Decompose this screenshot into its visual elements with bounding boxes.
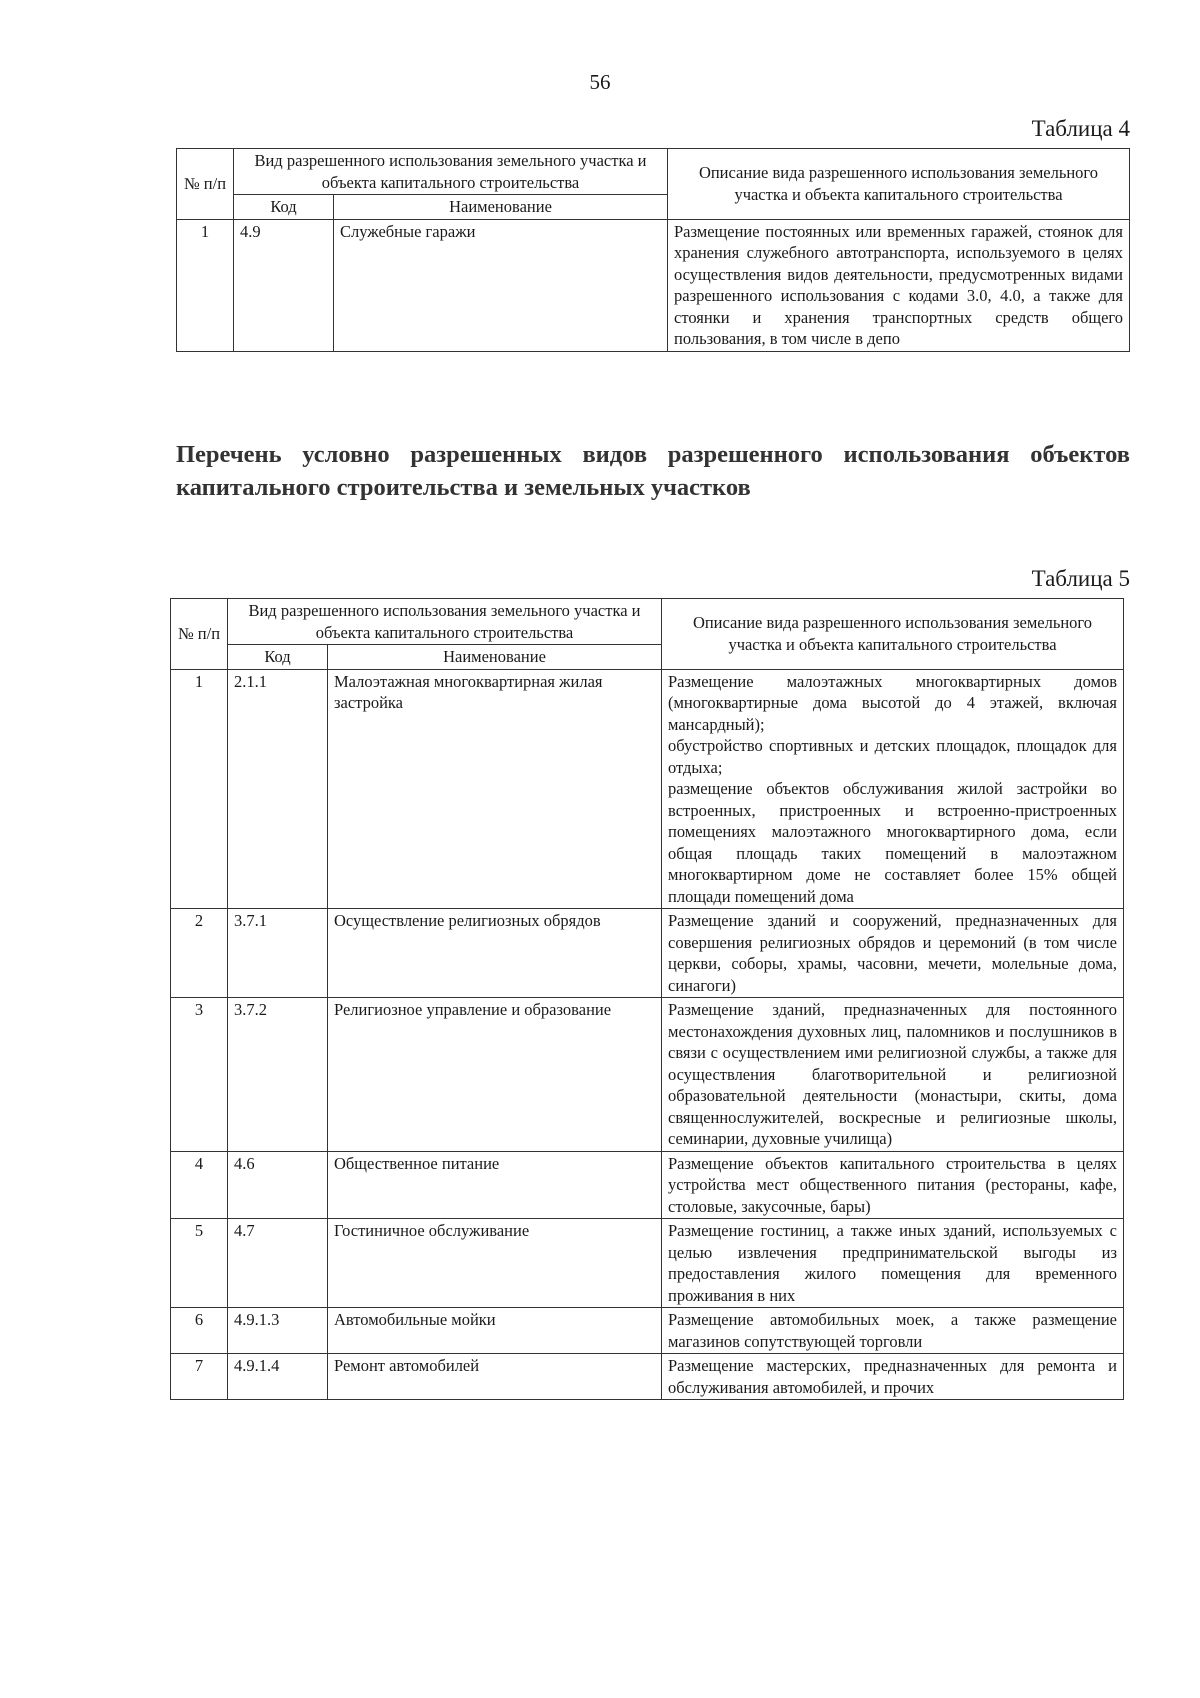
table-row bbox=[177, 219, 1130, 351]
row-name: Общественное питание bbox=[328, 1151, 662, 1219]
header-vid: Вид разрешенного использования земельного участка и объекта капитального строительства bbox=[234, 149, 668, 195]
header-code: Код bbox=[228, 645, 328, 670]
header-desc: Описание вида разрешенного использования земельного участка и объекта капитального строительства bbox=[668, 149, 1130, 220]
row-code: 4.6 bbox=[228, 1151, 328, 1219]
row-number: 3 bbox=[171, 998, 228, 1152]
row-code: 3.7.2 bbox=[228, 998, 328, 1152]
table-row bbox=[171, 1354, 1124, 1400]
table-header-row bbox=[177, 149, 1130, 195]
row-code: 4.9.1.3 bbox=[228, 1308, 328, 1354]
row-description: Размещение гостиниц, а также иных зданий, используемых с целью извлечения предпринимательской выгоды из предоставления жилого помещения для временного проживания в них bbox=[662, 1219, 1124, 1308]
row-number: 7 bbox=[171, 1354, 228, 1400]
header-num: № п/п bbox=[177, 149, 234, 220]
row-code: 2.1.1 bbox=[228, 669, 328, 909]
row-code: 3.7.1 bbox=[228, 909, 328, 998]
row-description: Размещение малоэтажных многоквартирных домов (многоквартирные дома высотой до 4 этажей, включая мансардный); обустройство спортивных и детских площадок, площадок для отдыха; размещение объектов обслуживания жилой застройки во встроенных, пристроенных и встроенно-пристроенных помещениях малоэтажного многоквартирного дома, если общая площадь таких помещений в малоэтажном многоквартирном доме не составляет более 15% общей площади помещений дома bbox=[662, 669, 1124, 909]
row-number: 6 bbox=[171, 1308, 228, 1354]
row-name: Малоэтажная многоквартирная жилая застройка bbox=[328, 669, 662, 909]
row-number: 2 bbox=[171, 909, 228, 998]
row-number: 4 bbox=[171, 1151, 228, 1219]
header-code: Код bbox=[234, 195, 334, 220]
table-5-body bbox=[171, 599, 1124, 1400]
row-description: Размещение мастерских, предназначенных для ремонта и обслуживания автомобилей, и прочих bbox=[662, 1354, 1124, 1400]
row-number: 1 bbox=[177, 219, 234, 351]
table-row bbox=[171, 669, 1124, 909]
table-row bbox=[171, 909, 1124, 998]
row-name: Гостиничное обслуживание bbox=[328, 1219, 662, 1308]
header-name: Наименование bbox=[328, 645, 662, 670]
row-description: Размещение объектов капитального строительства в целях устройства мест общественного питания (рестораны, кафе, столовые, закусочные, бары) bbox=[662, 1151, 1124, 1219]
header-num: № п/п bbox=[171, 599, 228, 670]
header-desc: Описание вида разрешенного использования земельного участка и объекта капитального строительства bbox=[662, 599, 1124, 670]
table-4-body bbox=[177, 149, 1130, 352]
table-5-caption: Таблица 5 bbox=[1031, 566, 1130, 591]
table-row bbox=[171, 1308, 1124, 1354]
row-name: Религиозное управление и образование bbox=[328, 998, 662, 1152]
table-header-row bbox=[171, 599, 1124, 645]
table-4 bbox=[176, 148, 1130, 352]
row-code: 4.7 bbox=[228, 1219, 328, 1308]
row-name: Автомобильные мойки bbox=[328, 1308, 662, 1354]
table-4-caption: Таблица 4 bbox=[1031, 116, 1130, 141]
page-number: 56 bbox=[589, 70, 611, 94]
row-name: Осуществление религиозных обрядов bbox=[328, 909, 662, 998]
header-vid: Вид разрешенного использования земельного участка и объекта капитального строительства bbox=[228, 599, 662, 645]
section-heading: Перечень условно разрешенных видов разрешенного использования объектов капитального строительства и земельных участков bbox=[176, 441, 1130, 501]
row-name: Служебные гаражи bbox=[334, 219, 668, 351]
table-5 bbox=[170, 598, 1124, 1400]
header-name: Наименование bbox=[334, 195, 668, 220]
row-description: Размещение автомобильных моек, а также размещение магазинов сопутствующей торговли bbox=[662, 1308, 1124, 1354]
row-number: 1 bbox=[171, 669, 228, 909]
table-row bbox=[171, 998, 1124, 1152]
row-code: 4.9 bbox=[234, 219, 334, 351]
table-row bbox=[171, 1151, 1124, 1219]
row-description: Размещение зданий, предназначенных для постоянного местонахождения духовных лиц, паломников и послушников в связи с осуществлением ими религиозной службы, а также для осуществления благотворительной и религиозной образовательной деятельности (монастыри, скиты, дома священнослужителей, воскресные и религиозные школы, семинарии, духовные училища) bbox=[662, 998, 1124, 1152]
row-description: Размещение постоянных или временных гаражей, стоянок для хранения служебного автотранспорта, используемого в целях осуществления видов деятельности, предусмотренных видами разрешенного использования с кодами 3.0, 4.0, а также для стоянки и хранения транспортных средств общего пользования, в том числе в депо bbox=[668, 219, 1130, 351]
row-name: Ремонт автомобилей bbox=[328, 1354, 662, 1400]
row-number: 5 bbox=[171, 1219, 228, 1308]
table-row bbox=[171, 1219, 1124, 1308]
row-description: Размещение зданий и сооружений, предназначенных для совершения религиозных обрядов и церемоний (в том числе церкви, соборы, храмы, часовни, мечети, молельные дома, синагоги) bbox=[662, 909, 1124, 998]
row-code: 4.9.1.4 bbox=[228, 1354, 328, 1400]
